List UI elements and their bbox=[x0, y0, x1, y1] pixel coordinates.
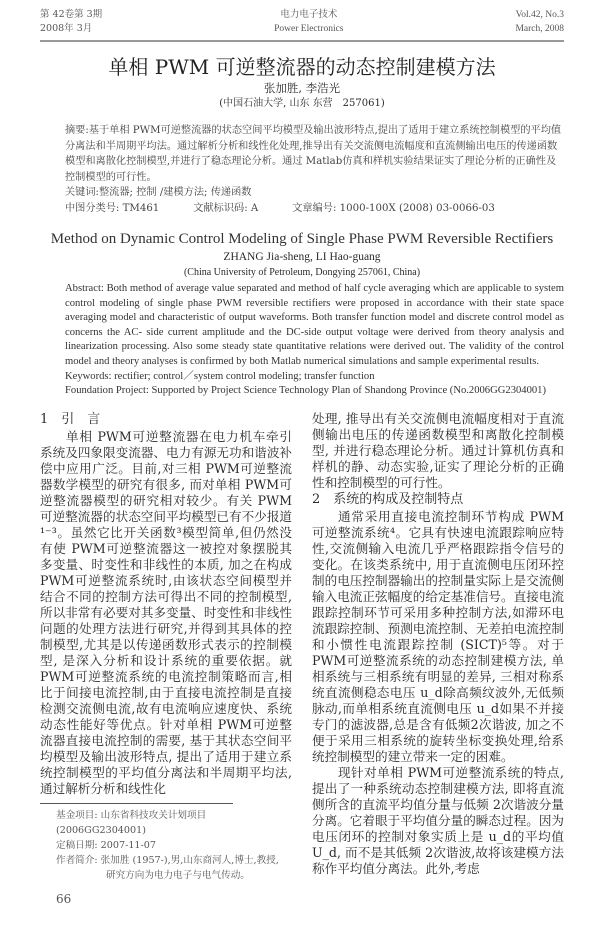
body-text-line: 稳态理论分析。通过计算机仿真和样机的静、动态实 bbox=[312, 442, 564, 474]
article-number: 文章编号: 1000-100X (2008) 03-0066-03 bbox=[292, 202, 495, 214]
affiliation-cn: (中国石油大学, 山东 东营 257061) bbox=[219, 98, 385, 109]
body-text-line: 但仍然没有使 PWM可逆整流器这一被控对象摆脱 bbox=[40, 524, 293, 556]
abstract-en bbox=[65, 282, 564, 399]
foundation-en: Foundation Project: Supported by Project Science Technology Plan of Shandong Province (No.2006GG2304001) bbox=[65, 385, 547, 397]
running-header bbox=[40, 8, 564, 36]
footnote-fund: 基金项目: 山东省科技攻关计划项目 (2006GG2304001) bbox=[56, 810, 207, 837]
body-text-line: 略而言,相比于间接电流控制,由于直接电流控制是 bbox=[40, 668, 292, 700]
body-text-line: 换处理,给系统控制模型的建立带来一定的困难。 bbox=[312, 732, 564, 764]
body-left-column bbox=[40, 411, 292, 908]
body-paragraph bbox=[312, 509, 564, 765]
footnotes bbox=[56, 808, 292, 883]
body-text-line: 流系统⁴。它具有快速电流跟踪响应特性,交流侧输 bbox=[312, 524, 564, 556]
body-text-line: 波,故将该建模方法称作平均值分离法。此外,考虑 bbox=[312, 844, 564, 876]
authors-cn: 张加胜, 李浩光 bbox=[263, 81, 341, 95]
body-text-line: 出电压的传递函数模型和离散化控制模型, 并进行 bbox=[312, 426, 565, 458]
body-text-line: 2次谐波, 加之不便于采用三相系统的旋转坐标变 bbox=[312, 716, 564, 748]
body-text-line: 控制量实际上是交流侧输入电流正弦幅度的给定基 bbox=[312, 572, 565, 604]
volume-issue-en: Vol.42, No.3 bbox=[515, 10, 564, 20]
body-paragraph bbox=[312, 411, 564, 491]
classification-row bbox=[65, 201, 564, 217]
body-text-line: 通常采用直接电流控制环节构成 PWM可逆整 bbox=[312, 508, 564, 540]
body-right-column bbox=[312, 411, 564, 908]
title-cn: 单相 PWM 可逆整流器的动态控制建模方法 bbox=[108, 55, 496, 79]
body-text-line: 直流平均值分量与低频 2次谐波分量分离。它着眼 bbox=[312, 796, 564, 828]
body-text-line: 波形特点, 提出了适用于建立系统控制模型的平均 bbox=[40, 748, 293, 780]
authors-en: ZHANG Jia-sheng, LI Hao-guang bbox=[223, 251, 381, 263]
abstract-cn-line: 型和离散化控制模型,并进行了稳态理论分析。通过 Matlab仿真和样机实验结果证实了理论分析的正确性及控制模 bbox=[65, 156, 557, 183]
body-text-line: 四象限变流器、电力有源无功和谐波补偿中应用广 bbox=[40, 444, 293, 476]
body-text-line: 准信号。直接电流跟踪控制环节可采用多种控制方 bbox=[312, 588, 565, 620]
page-number: 66 bbox=[56, 892, 72, 907]
footnote-author-cont: 研究方向为电力电子与电气传动。 bbox=[106, 870, 250, 882]
body-text-line: 单相 PWM可逆整流器在电力机车牵引系统及 bbox=[40, 428, 292, 460]
footnote-received: 定稿日期: 2007-11-07 bbox=[56, 840, 156, 852]
body-text-line: 其多变量、时变性和非线性的本质, 加之在构成 bbox=[40, 540, 292, 572]
body-text-line: 了一种系统动态控制建模方法, 即将直流侧所含的 bbox=[312, 780, 564, 812]
class-number: 中图分类号: TM461 bbox=[65, 202, 160, 214]
affiliation-en: (China University of Petroleum, Dongying 257061, China) bbox=[183, 267, 421, 278]
body-text-line: 进行研究,并得到其具体的控制模型,尤其是以传递 bbox=[40, 620, 292, 652]
body-text-line: 侧电压 u_d如果不并接专门的滤波器,总是含有低频 bbox=[312, 700, 564, 732]
journal-name-cn: 电力电子技术 bbox=[280, 9, 338, 20]
body-text-line: 流控制和小惯性电流跟踪控制 (SICT)⁵等。对于 PWM bbox=[312, 620, 565, 668]
date-cn: 2008年 3月 bbox=[40, 23, 93, 34]
body-text-line: 压 u_d除高频纹波外,无低频脉动,而单相系统直流 bbox=[312, 684, 564, 716]
body-text-line: PWM可逆整流系统时,由该状态空间模型并结合不 bbox=[40, 572, 292, 604]
abstract-en-line: side current amplitude and the DC-side output voltage were derived from theory analysis and linearization processing. Also bbox=[65, 326, 565, 353]
body-text-line: 有很多, 而对单相 PWM可逆整流器模型的研究相 bbox=[40, 476, 292, 508]
body-text-line: 直接检测交流侧电流,故有电流响应速度快、系统动 bbox=[40, 684, 292, 732]
body-paragraph bbox=[312, 765, 564, 877]
body-text-line: 可逆整流系统的动态控制建模方法, 单相系统与三 bbox=[312, 652, 564, 684]
body-text-line: 于平均值分量的瞬态过程。因为电压闭环的控制对 bbox=[312, 812, 565, 844]
header-right bbox=[515, 8, 564, 36]
header-left bbox=[40, 8, 102, 36]
body-text-line: 电流控制的需要, 基于其状态空间平均模型及输出 bbox=[40, 732, 293, 764]
body-text-line: 验,证实了理论分析的正确性和控制模型的可行性。 bbox=[312, 458, 564, 490]
abstract-en-line: control modeling of single phase PWM reversible rectifiers were proposed in accordance with their state space averaging bbox=[65, 297, 564, 324]
body-paragraph bbox=[40, 429, 292, 797]
header-rule bbox=[40, 40, 564, 42]
footnote-rule bbox=[40, 803, 233, 805]
header-center bbox=[274, 8, 343, 36]
footnote-author: 作者简介: 张加胜 (1957-),男,山东商河人,博士,教授, bbox=[56, 855, 279, 867]
body-text-line: 法,如滞环电流跟踪控制、预测电流控制、无差拍电 bbox=[312, 604, 564, 636]
abstract-cn-line: 分离法和半周期平均法。通过解析分析和线性化处理,推导出有关交流侧电流幅度和直流侧输出电压的传递函数模 bbox=[65, 140, 558, 167]
body-text-line: 入电流几乎严格跟踪指令信号的变化。在该类系统 bbox=[312, 540, 565, 572]
body-text-line: 对较少。有关 PWM可逆整流器的状态空间平均模 bbox=[40, 492, 293, 524]
title-en: Method on Dynamic Control Modeling of Single Phase PWM Reversible Rectifiers bbox=[50, 231, 554, 247]
body-text-line: 同的控制方法可得出不同的控制模型, 所以非常有 bbox=[40, 588, 292, 620]
body-text-line: 象实质上是 u_d的平均值 U_d, 而不是其低频 2次谐 bbox=[312, 828, 564, 860]
abstract-en-text bbox=[65, 282, 564, 370]
abstract-en-line: some steady state quantitative relations were derived out. The validity of the control model and theory analyses is confirmed bbox=[65, 341, 565, 367]
body-columns bbox=[40, 411, 564, 908]
body-text-line: 函数形式表示的控制模型, 是深入分析和设计系统 bbox=[40, 636, 292, 668]
body-text-line: 相系统有明显的差异, 三相对称系统直流侧稳态电 bbox=[312, 668, 565, 700]
section-1-heading: 1 引 言 bbox=[40, 411, 101, 427]
keywords-cn: 关键词:整流器; 控制 ∕建模方法; 传递函数 bbox=[65, 187, 252, 198]
body-text-line: 的重要依据。就 PWM可逆整流系统的电流控制策 bbox=[40, 652, 292, 684]
abstract-cn-line: 型的可行性。 bbox=[95, 171, 157, 183]
abstract-en-line: Abstract: Both method of average value separated and method of half cycle averaging which are applicable to system bbox=[65, 283, 564, 294]
volume-issue-cn: 第 42卷第 3期 bbox=[40, 9, 103, 20]
abstract-en-line: model and characteristic of output waveforms. Both transfer function model and discrete control model as concerns the AC- bbox=[65, 312, 564, 338]
body-text-line: 现针对单相 PWM可逆整流系统的特点, 提出 bbox=[312, 764, 564, 796]
body-text-line: 泛。目前,对三相 PWM可逆整流器数学模型的研究 bbox=[40, 460, 293, 492]
date-en: March, 2008 bbox=[515, 24, 564, 34]
body-text-line: 值分离法和半周期平均法, 通过解析分析和线性化 bbox=[40, 764, 292, 796]
document-code: 文献标识码: A bbox=[193, 202, 259, 214]
body-text-line: 中, 用于直流侧电压闭环控制的电压控制器输出的 bbox=[312, 556, 564, 588]
abstract-en-line: by both Matlab numerical simulations and sample experimental results. bbox=[236, 355, 539, 367]
body-text-line: 处理, 推导出有关交流侧电流幅度相对于直流侧输 bbox=[312, 410, 564, 442]
keywords-en: Keywords: rectifier; control／system control modeling; transfer function bbox=[65, 370, 375, 382]
body-text-line: 态性能好等优点。针对单相 PWM可逆整流器直接 bbox=[40, 716, 292, 748]
abstract-cn bbox=[65, 123, 564, 216]
abstract-cn-line: 摘要:基于单相 PWM可逆整流器的状态空间平均模型及输出波形特点,提出了适用于建立系统控制模型的平均值 bbox=[65, 125, 562, 136]
body-text-line: 型已有不少报道¹⁻³。虽然它比开关函数³模型简单, bbox=[40, 508, 293, 540]
journal-name-en: Power Electronics bbox=[274, 24, 344, 34]
section-2-heading: 2 系统的构成及控制特点 bbox=[312, 491, 464, 507]
body-text-line: 必要对其多变量、时变性和非线性问题的处理方法 bbox=[40, 604, 293, 636]
